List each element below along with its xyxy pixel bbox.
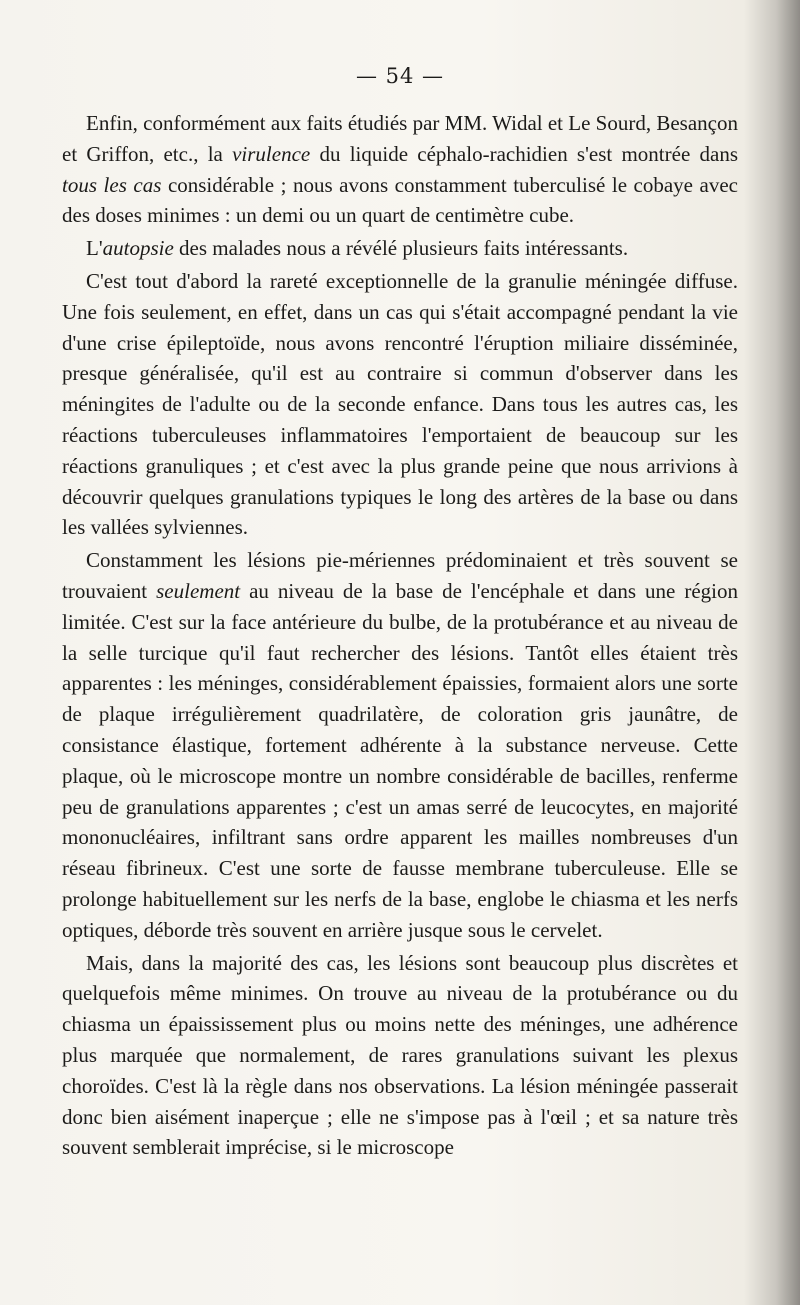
text-run: des malades nous a révélé plusieurs faits intéressants. <box>173 236 629 261</box>
paragraph-1 <box>62 108 738 231</box>
paragraph-3 <box>62 266 738 543</box>
text-run: considérable ; nous avons constamment tuberculisé le cobaye avec des doses minimes : un demi ou un quart de centimètre cube. <box>62 172 739 228</box>
paragraph-4 <box>62 545 738 945</box>
paragraph-5 <box>62 948 738 1164</box>
text-run: C'est tout d'abord la rareté exceptionnelle de la granulie méningée diffuse. Une fois seulement, en effet, dans un cas qui s'était accompagné pendant la vie d'une crise épileptoïde, nous avons rencontré l'éruption miliaire disséminée, presque généralisée, qu'il est au contraire si commun d'observer dans les méningites de l'adulte ou de la seconde enfance. Dans tous les autres cas, les réactions tuberculeuses inflammatoires l'emportaient de beaucoup sur les réactions granuliques ; et c'est avec la plus grande peine que nous arrivions à découvrir quelques granulations typiques le long des artères de la base ou dans les vallées sylviennes. <box>62 268 738 540</box>
text-run: Enfin, conformément aux faits étudiés par MM. Widal et Le Sourd, Besançon et Griffon, etc., la <box>62 111 738 166</box>
italic-text-run: virulence <box>232 141 311 166</box>
paragraph-2 <box>62 233 738 264</box>
page-number: — 54 — <box>355 64 445 88</box>
italic-text-run: seulement <box>156 578 241 603</box>
text-run: du liquide céphalo-rachidien s'est montrée dans <box>310 141 738 166</box>
text-run: Constamment les lésions pie-mériennes prédominaient et très souvent se trouvaient <box>62 548 738 603</box>
italic-text-run: tous les cas <box>62 172 162 197</box>
body-text <box>62 108 738 1163</box>
italic-text-run: autopsie <box>102 236 174 261</box>
text-run: au niveau de la base de l'encéphale et dans une région limitée. C'est sur la face antérieure du bulbe, de la protubérance et au niveau de la selle turcique qu'il faut rechercher des lésions. Tantôt elles étaient très apparentes : les méninges, considérablement épaissies, formaient alors une sorte de plaque irrégulièrement quadrilatère, de coloration gris jaunâtre, de consistance élastique, fortement adhérente à la substance nerveuse. Cette plaque, où le microscope montre un nombre considérable de bacilles, renferme peu de granulations apparentes ; c'est un amas serré de leucocytes, en majorité mononucléaires, infiltrant sans ordre apparent les mailles nombreuses d'un réseau fibrineux. C'est une sorte de fausse membrane tuberculeuse. Elle se prolonge habituellement sur les nerfs de la base, englobe le chiasma et les nerfs optiques, déborde très souvent en arrière jusque sous le cervelet. <box>62 578 738 942</box>
text-run: L' <box>86 236 103 261</box>
text-run: Mais, dans la majorité des cas, les lésions sont beaucoup plus discrètes et quelquefois même minimes. On trouve au niveau de la protubérance ou du chiasma un épaississement plus ou moins nette des méninges, une adhérence plus marquée que normalement, de rares granulations suivant les plexus choroïdes. C'est là la règle dans nos observations. La lésion méningée passerait donc bien aisément inaperçue ; elle ne s'impose pas à l'œil ; et sa nature très souvent semblerait imprécise, si le microscope <box>62 950 738 1160</box>
